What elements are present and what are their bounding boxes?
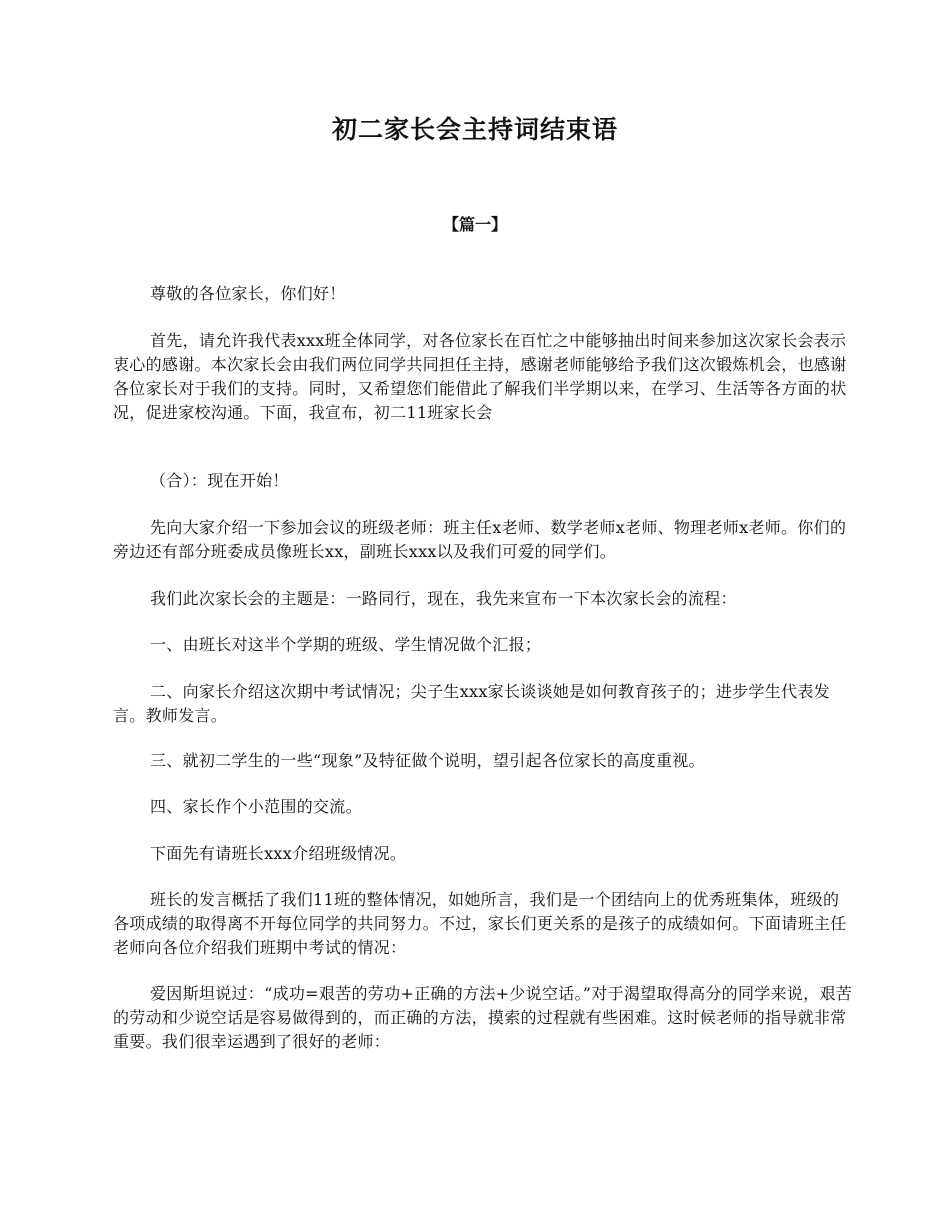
paragraph-step-3: 三、就初二学生的一些“现象”及特征做个说明，望引起各位家长的高度重视。 <box>150 751 705 770</box>
paragraph-monitor-intro: 下面先有请班长xxx介绍班级情况。 <box>150 844 407 863</box>
paragraph-step-4: 四、家长作个小范围的交流。 <box>150 797 362 816</box>
paragraph-teachers: 先向大家介绍一下参加会议的班级老师：班主任x老师、数学老师x老师、物理老师x老师。你们的旁边还有部分班委成员像班长xx，副班长xxx以及我们可爱的同学们。 <box>113 518 847 561</box>
paragraph-theme: 我们此次家长会的主题是：一路同行，现在，我先来宣布一下本次家长会的流程： <box>150 589 737 608</box>
paragraph-greeting: 尊敬的各位家长，你们好！ <box>150 284 346 303</box>
paragraph-step-2: 二、向家长介绍这次期中考试情况；尖子生xxx家长谈谈她是如何教育孩子的；进步学生代表发言。教师发言。 <box>113 682 830 725</box>
paragraph-step-1: 一、由班长对这半个学期的班级、学生情况做个汇报； <box>150 635 542 654</box>
paragraph-monitor-summary: 班长的发言概括了我们11班的整体情况，如她所言，我们是一个团结向上的优秀班集体，班级的各项成绩的取得离不开每位同学的共同努力。不过，家长们更关系的是孩子的成绩如何。下面请班主任老师向各位介绍我们班期中考试的情况： <box>113 890 847 957</box>
paragraph-einstein-quote: 爱因斯坦说过：“成功=艰苦的劳功+正确的方法+少说空话。”对于渴望取得高分的同学来说，艰苦的劳动和少说空话是容易做得到的，而正确的方法，摸索的过程就有些困难。这时候老师的指导就非常重要。我们很幸运遇到了很好的老师： <box>113 984 853 1051</box>
document-title: 初二家长会主持词结束语 <box>331 115 618 144</box>
paragraph-start: （合）：现在开始！ <box>150 471 289 490</box>
section-heading: 【篇一】 <box>442 215 507 234</box>
paragraph-opening: 首先，请允许我代表xxx班全体同学，对各位家长在百忙之中能够抽出时间来参加这次家长会表示衷心的感谢。本次家长会由我们两位同学共同担任主持，感谢老师能够给予我们这次锻炼机会，也感谢各位家长对于我们的支持。同时，又希望您们能借此了解我们半学期以来，在学习、生活等各方面的状况，促进家校沟通。下面，我宣布，初二11班家长会 <box>113 331 847 422</box>
